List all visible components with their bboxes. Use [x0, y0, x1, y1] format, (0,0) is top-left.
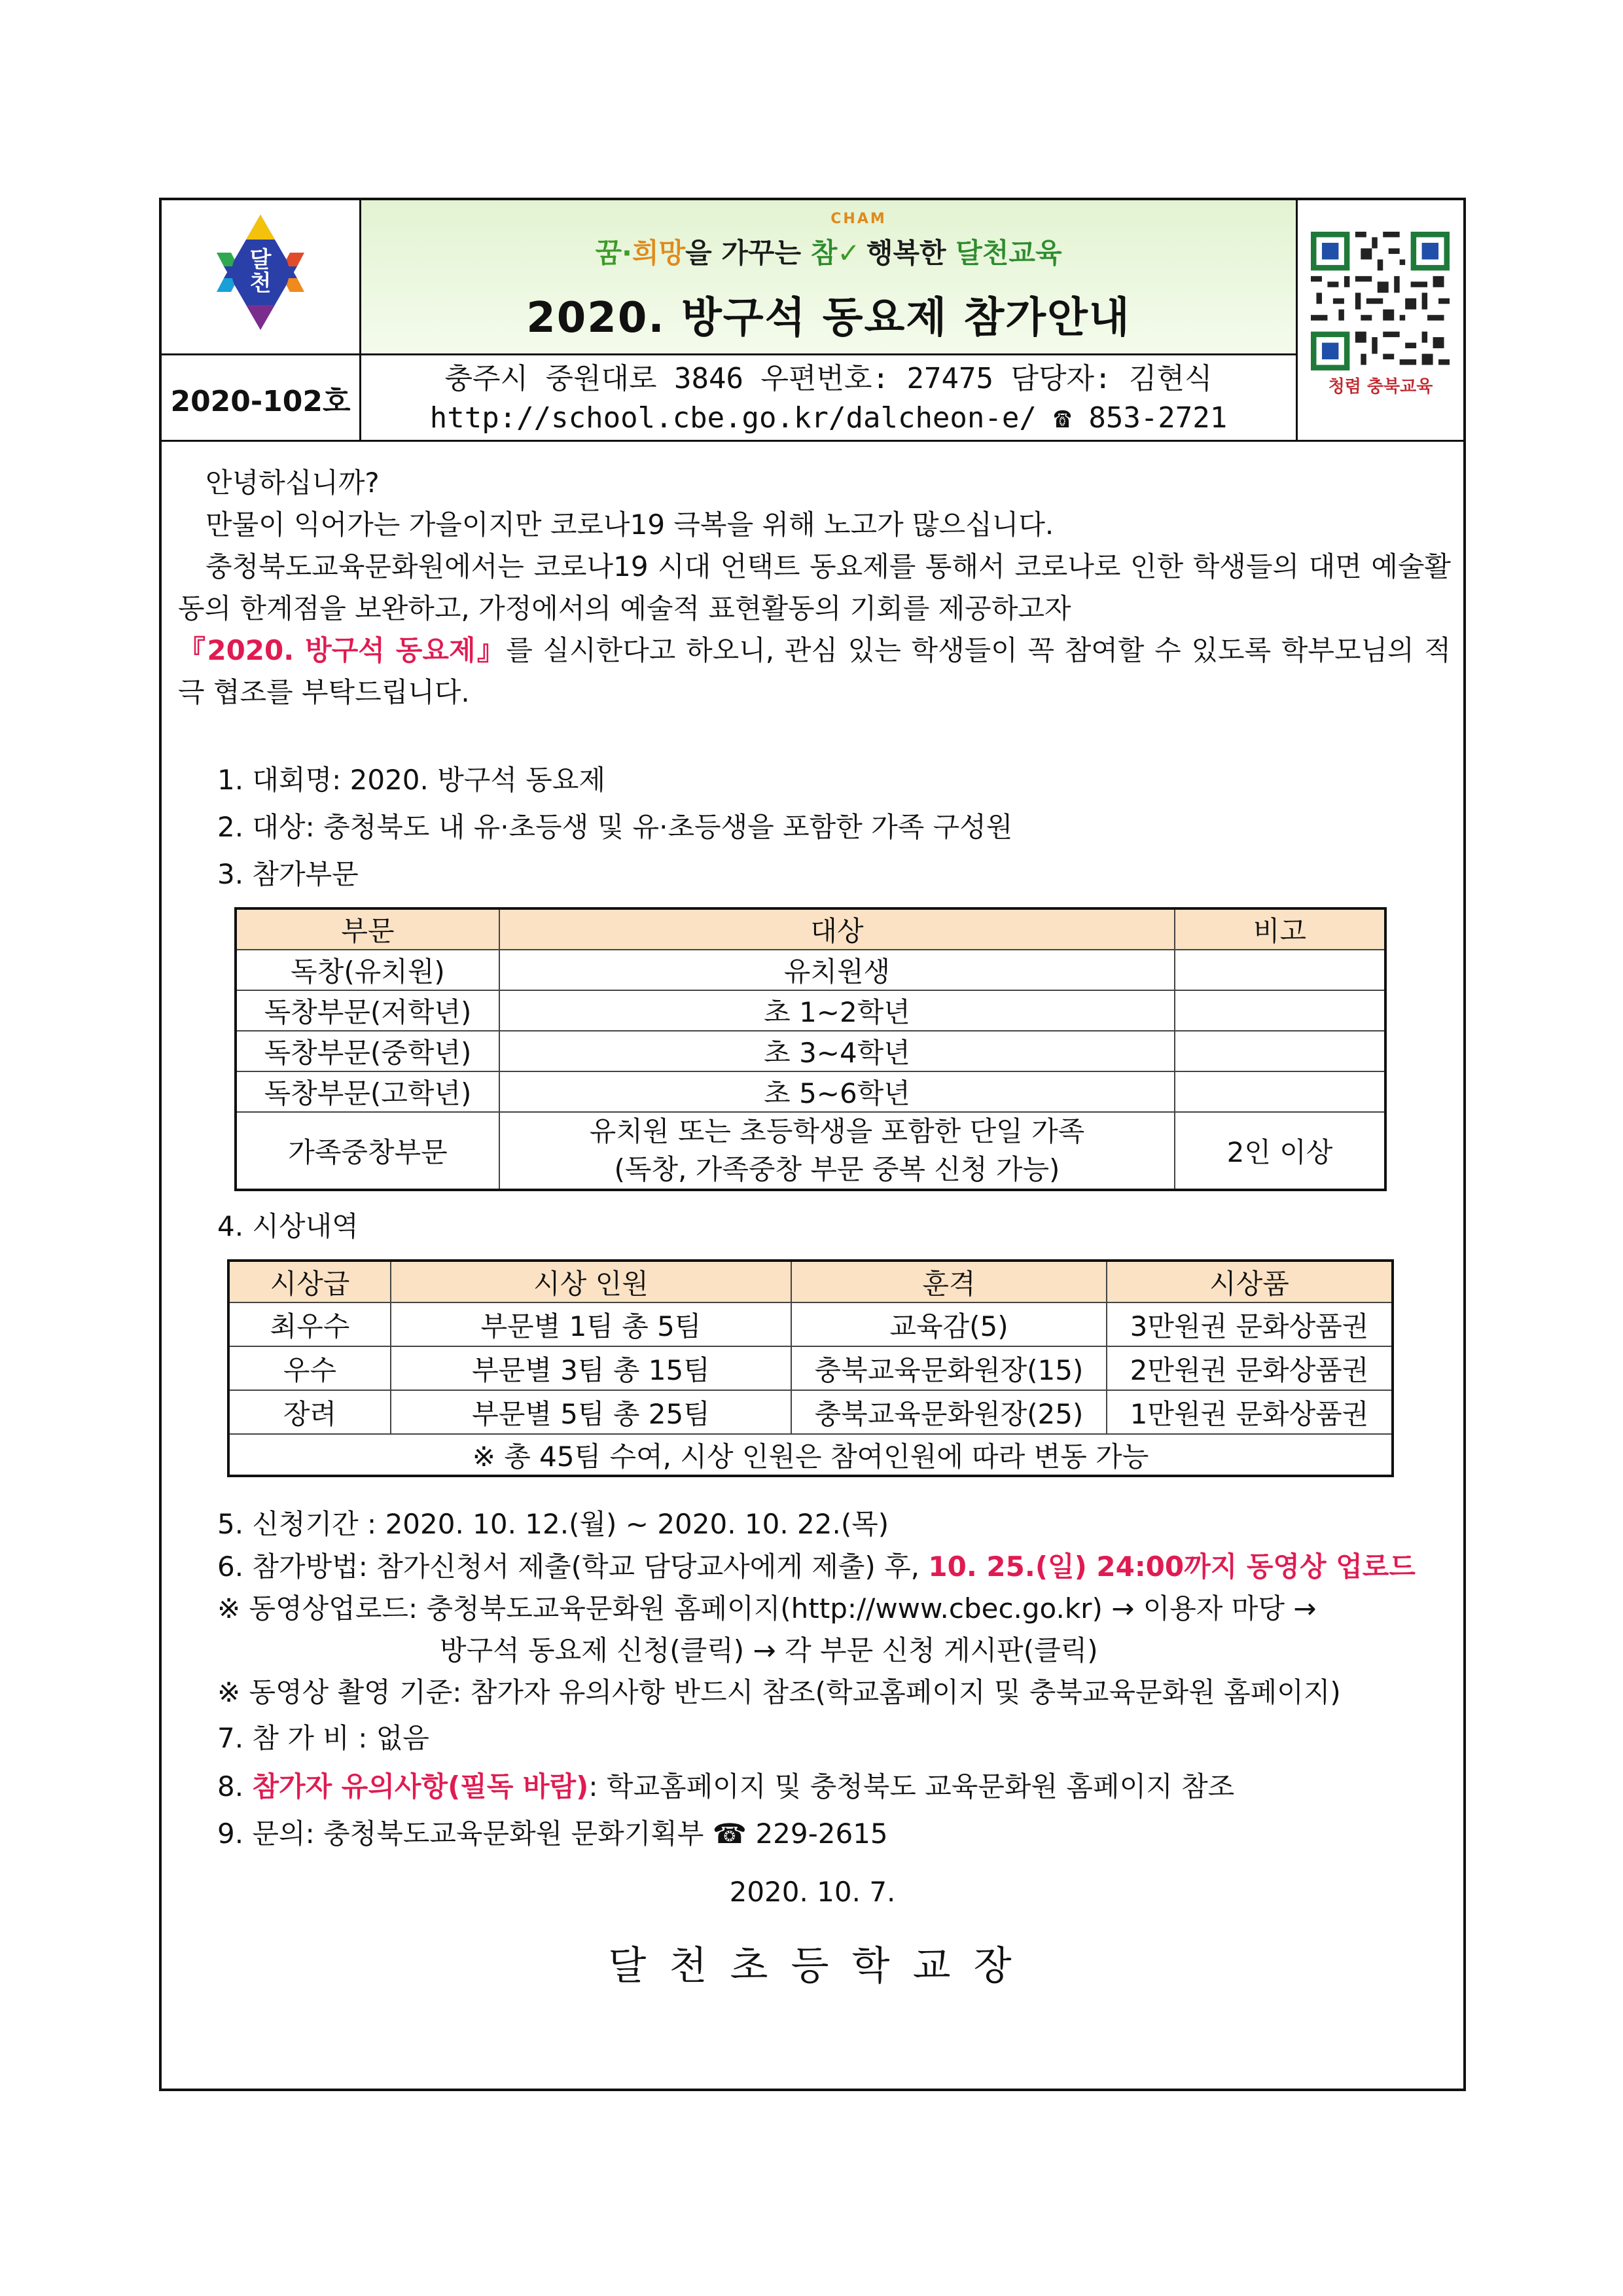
table-row: [228, 1390, 1393, 1434]
slogan-text: 을 가꾸는: [685, 237, 811, 269]
table-cell: 1만원권 문화상품권: [1107, 1390, 1393, 1434]
table-row: [236, 1071, 1385, 1112]
note-upload: ※ 동영상업로드: 충청북도교육문화원 홈페이지(http://www.cbec.go.kr) → 이용자 마당 →: [217, 1592, 1317, 1624]
notes-num: 8.: [217, 1770, 253, 1803]
logo-text-1: 달: [249, 247, 272, 273]
table-cell: 초 1~2학년: [499, 990, 1175, 1031]
item-contact: 9. 문의: 충청북도교육문화원 문화기획부 ☎ 229-2615: [217, 1818, 888, 1850]
notes-text: : 학교홈페이지 및 충청북도 교육문화원 홈페이지 참조: [588, 1770, 1235, 1803]
slogan-cham-latin: CHAM: [830, 211, 887, 227]
intro-line: 만물이 익어가는 가을이지만 코로나19 극복을 위해 노고가 많으십니다.: [205, 509, 1054, 541]
table-row: [228, 1434, 1393, 1476]
method-text: 6. 참가방법: 참가신청서 제출(학교 담당교사에게 제출) 후,: [217, 1551, 929, 1583]
intro-paragraph-b: [178, 630, 1451, 713]
note-filming: ※ 동영상 촬영 기준: 참가자 유의사항 반드시 참조(학교홈페이지 및 충북교육문화원 홈페이지): [217, 1676, 1341, 1708]
table-cell: 독창(유치원): [236, 950, 499, 990]
family-target-line1: 유치원 또는 초등학생을 포함한 단일 가족: [589, 1115, 1085, 1147]
qr-caption: 청렴 충북교육: [1328, 377, 1433, 397]
table-row: [236, 990, 1385, 1031]
intro-paragraph-a: 충청북도교육문화원에서는 코로나19 시대 언택트 동요제를 통해서 코로나로 인한 학생들의 대면 예술활동의 한계점을 보완하고, 가정에서의 예술적 표현활동의 기회를 제공하고자: [178, 550, 1451, 624]
item-period: 5. 신청기간 : 2020. 10. 12.(월) ~ 2020. 10. 22.(목): [217, 1508, 889, 1540]
table-cell: 유치원생: [499, 950, 1175, 990]
table-cell: 충북교육문화원장(25): [791, 1390, 1107, 1434]
awards-footnote: ※ 총 45팀 수여, 시상 인원은 참여인원에 따라 변동 가능: [228, 1434, 1393, 1476]
item-target: 2. 대상: 충청북도 내 유·초등생 및 유·초등생을 포함한 가족 구성원: [217, 811, 1013, 843]
table-cell: 충북교육문화원장(15): [791, 1346, 1107, 1390]
contact-info: [361, 355, 1296, 442]
table-cell: 초 3~4학년: [499, 1031, 1175, 1071]
school-logo-cell: [162, 200, 361, 355]
address-line: 충주시 중원대로 3846 우편번호: 27475 담당자: 김현식: [444, 362, 1213, 395]
table-row: [228, 1346, 1393, 1390]
intro-paragraph-b-text: 를 실시한다고 하오니, 관심 있는 학생들이 꼭 참여할 수 있도록 학부모님의 적극 협조를 부탁드립니다.: [178, 634, 1451, 708]
item-contest-name: 1. 대회명: 2020. 방구석 동요제: [217, 764, 606, 796]
item-awards: 4. 시상내역: [217, 1210, 359, 1242]
table-header: 시상품: [1107, 1261, 1393, 1302]
checkmark-icon: ✓: [837, 237, 861, 269]
note-upload-2: 방구석 동요제 신청(클릭) → 각 부문 신청 게시판(클릭): [440, 1634, 1098, 1666]
slogan-cham: 참: [810, 237, 838, 269]
table-cell: 부문별 5팀 총 25팀: [391, 1390, 791, 1434]
item-notes: [217, 1765, 1234, 1804]
table-cell: 최우수: [228, 1302, 391, 1346]
slogan-dream: 꿈: [595, 237, 622, 269]
awards-table: [227, 1259, 1394, 1477]
table-header: 대상: [499, 908, 1175, 950]
table-header: 시상 인원: [391, 1261, 791, 1302]
table-cell: 2인 이상: [1175, 1112, 1385, 1190]
table-header: 시상급: [228, 1261, 391, 1302]
qr-cell: [1296, 200, 1463, 442]
slogan: [361, 211, 1296, 271]
table-cell: 독창부문(고학년): [236, 1071, 499, 1112]
item-fee: 7. 참 가 비 : 없음: [217, 1722, 429, 1754]
url-line: http://school.cbe.go.kr/dalcheon-e/ ☎ 853-2721: [429, 401, 1228, 435]
table-cell: 3만원권 문화상품권: [1107, 1302, 1393, 1346]
table-cell: [1175, 1031, 1385, 1071]
table-cell: [499, 1112, 1175, 1190]
table-cell: [1175, 990, 1385, 1031]
slogan-hope: 희망: [632, 237, 686, 269]
slogan-happy: 행복한: [857, 237, 956, 269]
slogan-dot: ·: [622, 237, 632, 269]
doc-date: 2020. 10. 7.: [729, 1876, 896, 1908]
table-row: [228, 1302, 1393, 1346]
slogan-school: 달천교육: [955, 237, 1062, 269]
school-star-logo: [162, 200, 359, 353]
table-row: [236, 950, 1385, 990]
doc-number: 2020-102호: [162, 355, 361, 442]
notes-highlight: 참가자 유의사항(필독 바람): [252, 1770, 589, 1803]
table-cell: [1175, 950, 1385, 990]
upload-deadline: 10. 25.(일) 24:00까지 동영상 업로드: [928, 1551, 1416, 1583]
table-cell: 가족중창부문: [236, 1112, 499, 1190]
letterhead: [162, 200, 1463, 442]
family-target-line2: (독창, 가족중창 부문 중복 신청 가능): [614, 1153, 1060, 1185]
page-title: 2020. 방구석 동요제 참가안내: [526, 294, 1131, 342]
table-row: [236, 1112, 1385, 1190]
event-name-highlight: 『2020. 방구석 동요제』: [178, 634, 507, 666]
qr-code-icon: [1311, 232, 1450, 370]
table-cell: 초 5~6학년: [499, 1071, 1175, 1112]
table-header: 훈격: [791, 1261, 1107, 1302]
item-method: [217, 1545, 1416, 1585]
signer: 달 천 초 등 학 교 장: [608, 1943, 1017, 1989]
table-cell: 우수: [228, 1346, 391, 1390]
table-cell: 독창부문(중학년): [236, 1031, 499, 1071]
table-header: 부문: [236, 908, 499, 950]
table-cell: 교육감(5): [791, 1302, 1107, 1346]
table-header: 비고: [1175, 908, 1385, 950]
document-frame: [159, 198, 1466, 2091]
table-cell: 장려: [228, 1390, 391, 1434]
letter-body: [178, 462, 1451, 713]
table-cell: 2만원권 문화상품권: [1107, 1346, 1393, 1390]
title-cell: [361, 200, 1296, 355]
table-cell: 부문별 3팀 총 15팀: [391, 1346, 791, 1390]
greeting: 안녕하십니까?: [205, 467, 380, 499]
table-cell: 독창부문(저학년): [236, 990, 499, 1031]
logo-text-2: 천: [249, 270, 272, 296]
divisions-table: [234, 907, 1387, 1191]
table-cell: 부문별 1팀 총 5팀: [391, 1302, 791, 1346]
table-row: [236, 1031, 1385, 1071]
table-cell: [1175, 1071, 1385, 1112]
item-divisions: 3. 참가부문: [217, 858, 359, 890]
